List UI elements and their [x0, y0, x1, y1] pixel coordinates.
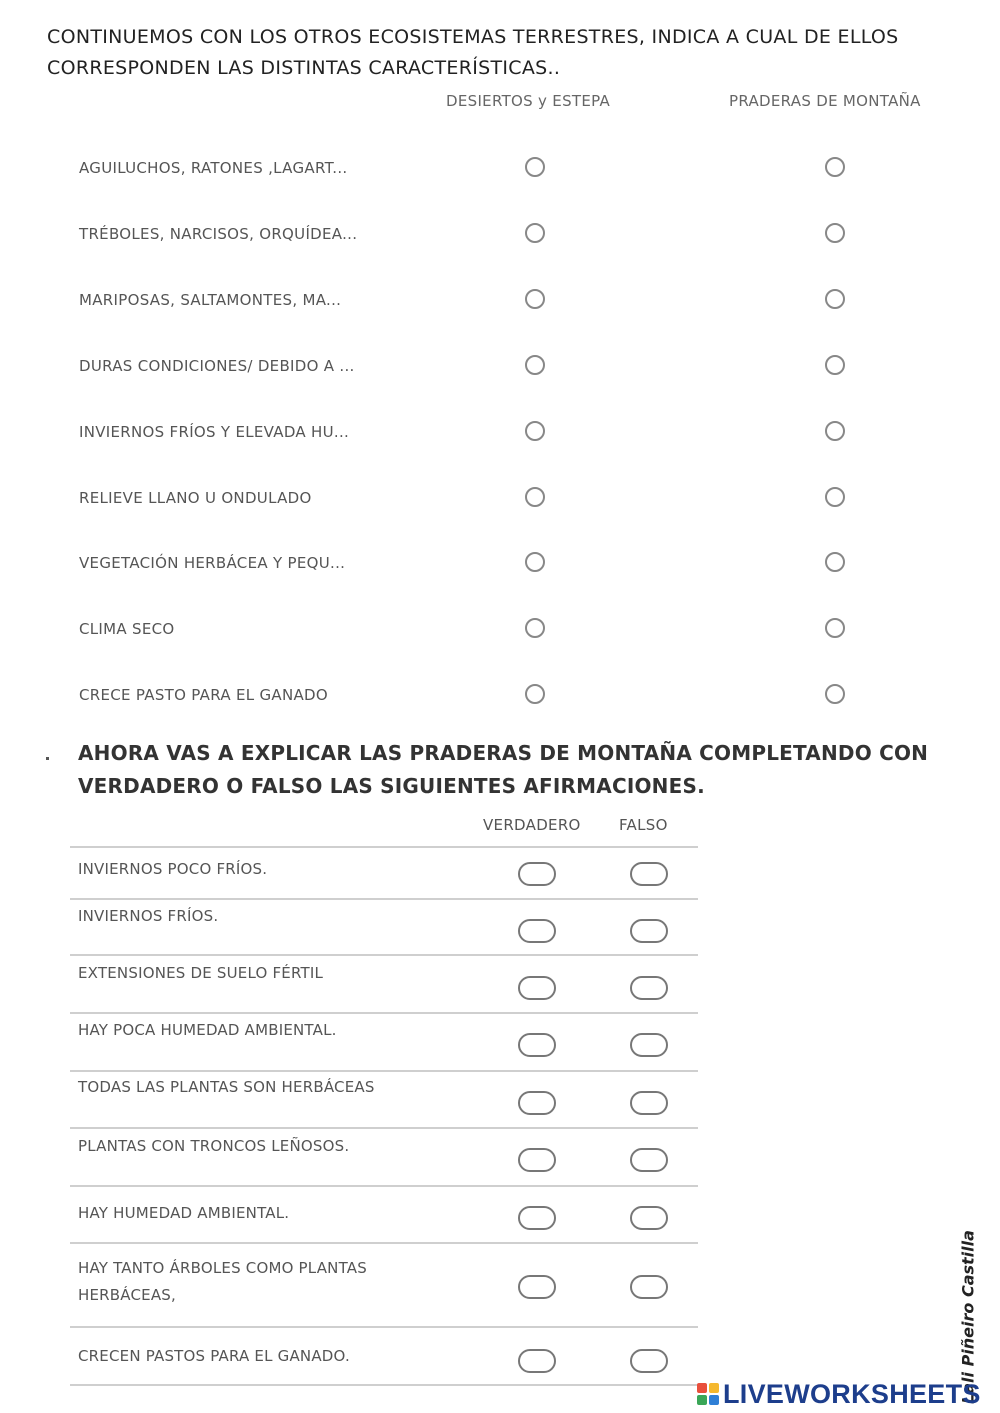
tf-row-label: HAY TANTO ÁRBOLES COMO PLANTAS HERBÁCEAS,	[78, 1259, 367, 1304]
option-falso[interactable]	[630, 1033, 668, 1057]
radio-praderas[interactable]	[825, 552, 845, 572]
option-verdadero[interactable]	[518, 1275, 556, 1299]
tf-row	[70, 848, 698, 900]
grid-row	[79, 413, 979, 453]
logo-text: LIVEWORKSHEETS	[723, 1378, 981, 1409]
option-verdadero[interactable]	[518, 1148, 556, 1172]
radio-desiertos[interactable]	[525, 355, 545, 375]
column-header-praderas: PRADERAS DE MONTAÑA	[729, 92, 921, 110]
column-header-verdadero: VERDADERO	[483, 816, 581, 834]
grid-row	[79, 479, 979, 519]
tf-row	[70, 956, 698, 1014]
row-label: TRÉBOLES, NARCISOS, ORQUÍDEA...	[79, 225, 358, 243]
option-verdadero[interactable]	[518, 1349, 556, 1373]
column-header-falso: FALSO	[619, 816, 668, 834]
row-label: DURAS CONDICIONES/ DEBIDO A ...	[79, 357, 355, 375]
row-label: CLIMA SECO	[79, 620, 175, 638]
instruction-text: CONTINUEMOS CON LOS OTROS ECOSISTEMAS TERRESTRES, INDICA A CUAL DE ELLOS CORRESPONDEN LAS DISTINTAS CARACTERÍSTICAS..	[47, 26, 899, 79]
logo-square	[709, 1383, 719, 1393]
liveworksheets-logo	[697, 1378, 981, 1410]
radio-desiertos[interactable]	[525, 618, 545, 638]
logo-square	[709, 1395, 719, 1405]
radio-desiertos[interactable]	[525, 487, 545, 507]
option-falso[interactable]	[630, 1206, 668, 1230]
row-label: INVIERNOS FRÍOS Y ELEVADA HU...	[79, 423, 350, 441]
tf-row	[70, 1072, 698, 1129]
radio-praderas[interactable]	[825, 684, 845, 704]
tf-row-label: TODAS LAS PLANTAS SON HERBÁCEAS	[78, 1078, 375, 1096]
radio-praderas[interactable]	[825, 355, 845, 375]
logo-grid-icon	[697, 1383, 719, 1405]
grid-row	[79, 215, 979, 255]
option-verdadero[interactable]	[518, 1206, 556, 1230]
section2-instruction: AHORA VAS A EXPLICAR LAS PRADERAS DE MONTAÑA COMPLETANDO CON VERDADERO O FALSO LAS SIGUIENTES AFIRMACIONES.	[78, 741, 929, 798]
radio-desiertos[interactable]	[525, 421, 545, 441]
tf-row	[70, 1187, 698, 1244]
tf-row	[70, 900, 698, 956]
tf-row-label: HAY HUMEDAD AMBIENTAL.	[78, 1204, 290, 1222]
grid-row	[79, 610, 979, 650]
radio-praderas[interactable]	[825, 618, 845, 638]
radio-praderas[interactable]	[825, 487, 845, 507]
row-label: RELIEVE LLANO U ONDULADO	[79, 489, 312, 507]
option-falso[interactable]	[630, 1275, 668, 1299]
grid-row	[79, 281, 979, 321]
radio-praderas[interactable]	[825, 289, 845, 309]
option-falso[interactable]	[630, 1091, 668, 1115]
tf-row-label: INVIERNOS FRÍOS.	[78, 907, 219, 925]
tf-row	[70, 1328, 698, 1386]
radio-desiertos[interactable]	[525, 552, 545, 572]
option-verdadero[interactable]	[518, 976, 556, 1000]
tf-row-label: PLANTAS CON TRONCOS LEÑOSOS.	[78, 1137, 350, 1155]
option-falso[interactable]	[630, 862, 668, 886]
column-header-desiertos: DESIERTOS y ESTEPA	[446, 92, 611, 110]
grid-row	[79, 676, 979, 716]
tf-row-label: EXTENSIONES DE SUELO FÉRTIL	[78, 964, 324, 982]
bullet-dot	[46, 757, 49, 760]
tf-row	[70, 1014, 698, 1072]
tf-row-label: CRECEN PASTOS PARA EL GANADO.	[78, 1347, 350, 1365]
author-name: Lali Piñeiro Castilla	[958, 1230, 978, 1404]
row-label: MARIPOSAS, SALTAMONTES, MA...	[79, 291, 342, 309]
radio-desiertos[interactable]	[525, 684, 545, 704]
radio-desiertos[interactable]	[525, 157, 545, 177]
radio-praderas[interactable]	[825, 157, 845, 177]
radio-desiertos[interactable]	[525, 223, 545, 243]
option-falso[interactable]	[630, 919, 668, 943]
row-label: AGUILUCHOS, RATONES ,LAGART...	[79, 159, 348, 177]
radio-desiertos[interactable]	[525, 289, 545, 309]
tf-row-label: INVIERNOS POCO FRÍOS.	[78, 860, 268, 878]
option-falso[interactable]	[630, 1148, 668, 1172]
logo-square	[697, 1383, 707, 1393]
tf-row	[70, 1129, 698, 1187]
tf-row	[70, 1244, 698, 1328]
row-label: VEGETACIÓN HERBÁCEA Y PEQU...	[79, 554, 346, 572]
option-verdadero[interactable]	[518, 919, 556, 943]
grid-row	[79, 149, 979, 189]
logo-square	[697, 1395, 707, 1405]
row-label: CRECE PASTO PARA EL GANADO	[79, 686, 329, 704]
tf-row-label: HAY POCA HUMEDAD AMBIENTAL.	[78, 1021, 337, 1039]
radio-praderas[interactable]	[825, 421, 845, 441]
option-verdadero[interactable]	[518, 1033, 556, 1057]
option-verdadero[interactable]	[518, 1091, 556, 1115]
grid-row	[79, 347, 979, 387]
option-verdadero[interactable]	[518, 862, 556, 886]
grid-row	[79, 544, 979, 584]
option-falso[interactable]	[630, 1349, 668, 1373]
radio-praderas[interactable]	[825, 223, 845, 243]
author-credit	[948, 1232, 988, 1402]
option-falso[interactable]	[630, 976, 668, 1000]
